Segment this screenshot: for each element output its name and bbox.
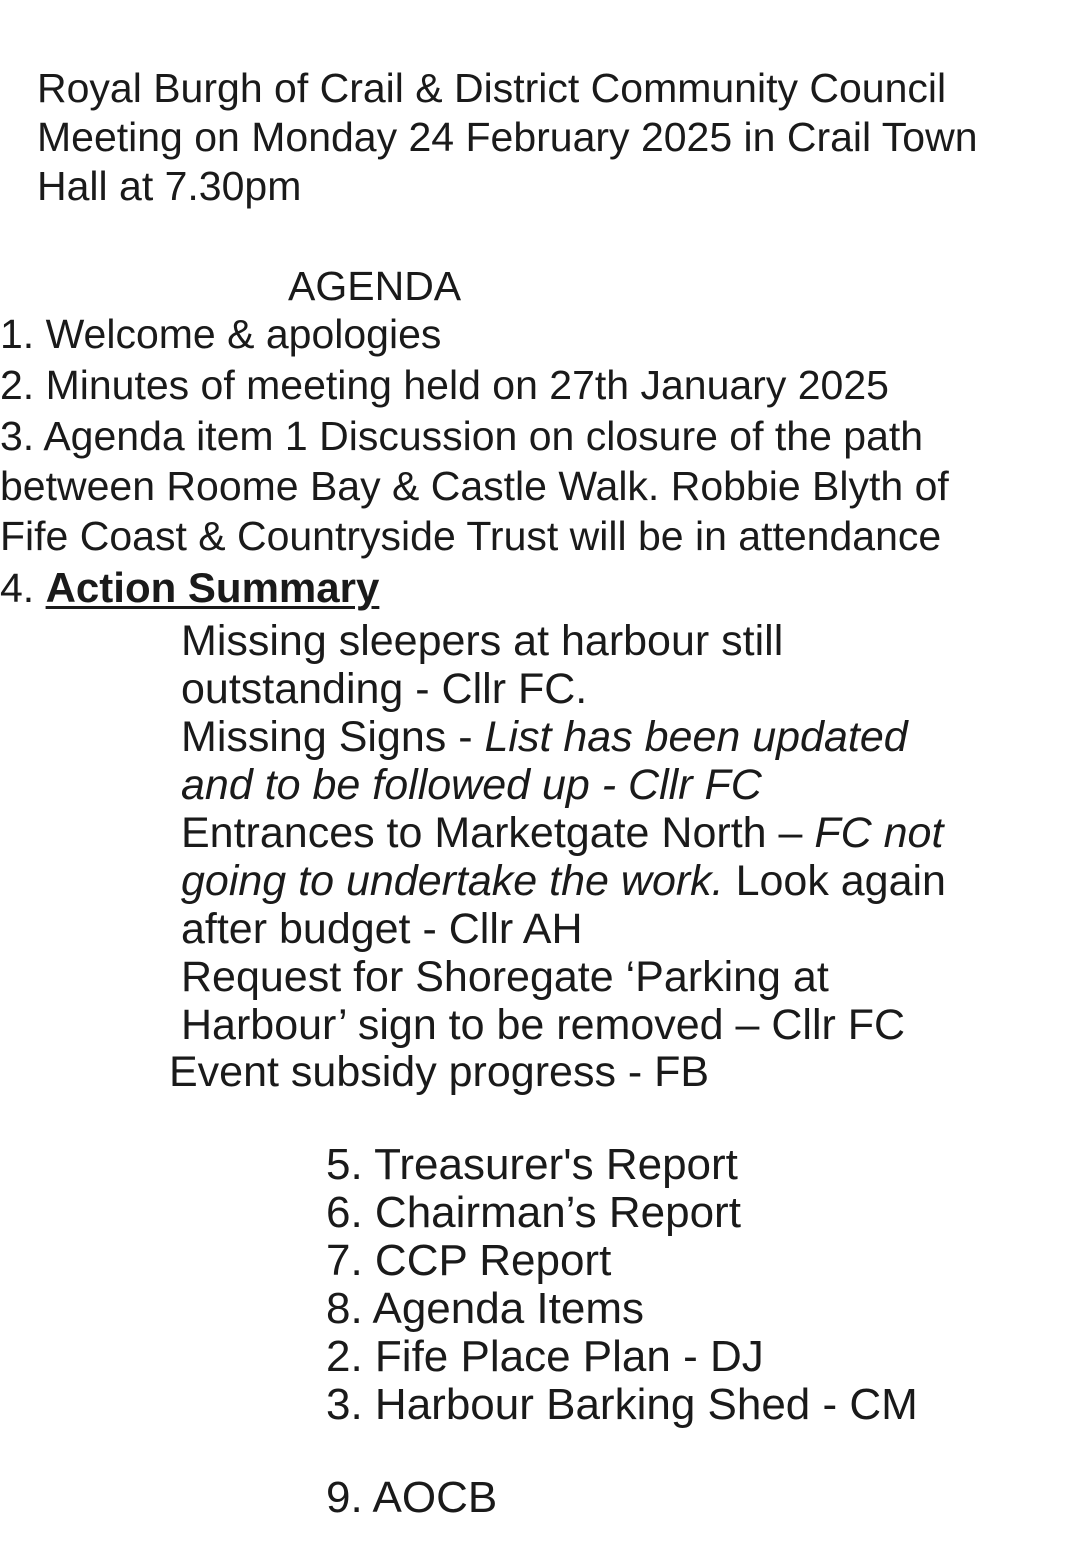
agenda-item-ccp: 7. CCP Report: [326, 1236, 612, 1285]
action-shoregate-line1: Request for Shoregate ‘Parking at: [181, 953, 829, 1001]
action-event-subsidy: Event subsidy progress - FB: [169, 1048, 710, 1096]
header-line-council: Royal Burgh of Crail & District Community Council: [37, 65, 947, 111]
agenda-item-aocb: 9. AOCB: [326, 1473, 498, 1522]
agenda-item-agenda-items: 8. Agenda Items: [326, 1284, 644, 1333]
agenda-item-welcome: 1. Welcome & apologies: [0, 311, 442, 357]
header-line-venue: Hall at 7.30pm: [37, 163, 302, 209]
action-summary-number: 4.: [0, 565, 46, 611]
action-entrances-note-end: going to undertake the work.: [181, 857, 724, 905]
action-signs-line1: [181, 713, 908, 761]
action-entrances-line1: [181, 809, 943, 857]
action-sleepers-line1: Missing sleepers at harbour still: [181, 617, 784, 665]
agenda-item-treasurer: 5. Treasurer's Report: [326, 1140, 738, 1189]
action-entrances-line2: [181, 857, 946, 905]
header-line-meeting: Meeting on Monday 24 February 2025 in Crail Town: [37, 114, 978, 160]
action-signs-prefix: Missing Signs -: [181, 713, 485, 761]
agenda-item-action-summary: [0, 563, 379, 613]
action-entrances-suffix: Look again: [723, 857, 946, 905]
agenda-item-chairman: 6. Chairman’s Report: [326, 1188, 741, 1237]
agenda-item-path-closure-line1: 3. Agenda item 1 Discussion on closure of the path: [0, 413, 924, 459]
action-signs-line2: and to be followed up - Cllr FC: [181, 761, 762, 809]
agenda-subitem-barking-shed: 3. Harbour Barking Shed - CM: [326, 1380, 918, 1429]
action-entrances-prefix: Entrances to Marketgate North –: [181, 809, 815, 857]
action-sleepers-line2: outstanding - Cllr FC.: [181, 665, 588, 713]
agenda-item-minutes: 2. Minutes of meeting held on 27th January 2025: [0, 362, 889, 408]
action-shoregate-line2: Harbour’ sign to be removed – Cllr FC: [181, 1001, 906, 1049]
action-summary-title: Action Summary: [45, 564, 380, 611]
agenda-heading: AGENDA: [288, 263, 462, 309]
agenda-item-path-closure-line2: between Roome Bay & Castle Walk. Robbie Blyth of: [0, 463, 949, 509]
agenda-subitem-place-plan: 2. Fife Place Plan - DJ: [326, 1332, 764, 1381]
action-entrances-note-start: FC not: [814, 809, 944, 857]
agenda-item-path-closure-line3: Fife Coast & Countryside Trust will be in attendance: [0, 513, 942, 559]
action-entrances-line3: after budget - Cllr AH: [181, 905, 583, 953]
action-signs-note: List has been updated: [484, 713, 908, 761]
